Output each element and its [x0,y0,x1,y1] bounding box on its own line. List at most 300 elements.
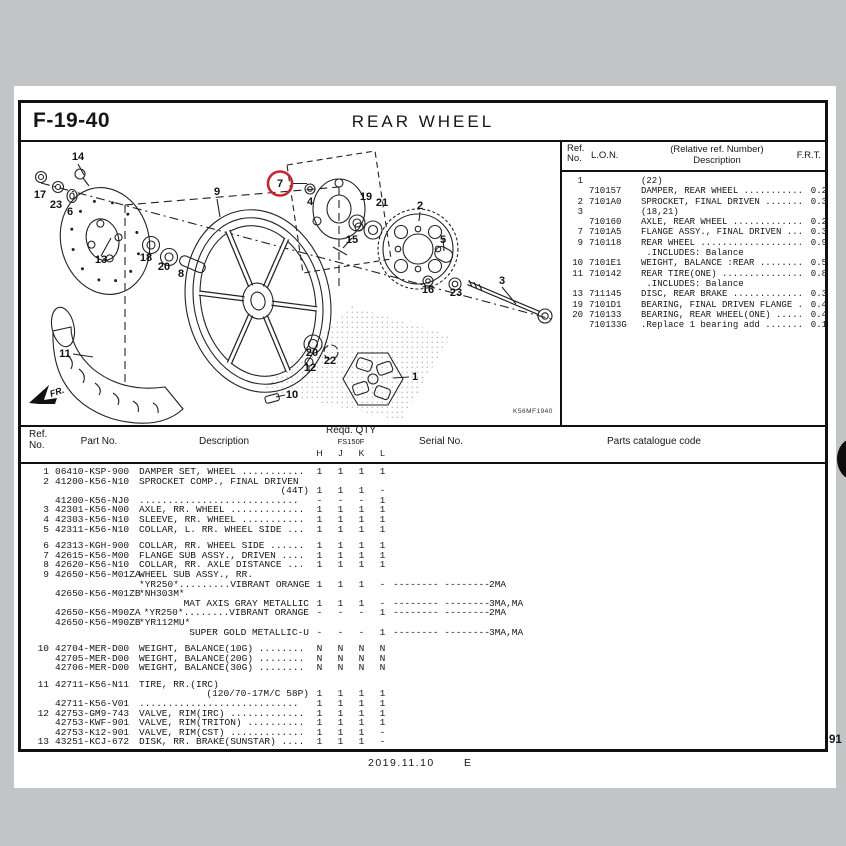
serial-cell [393,699,489,709]
qty-cell: 1 [337,466,344,477]
ref-no-cell [29,654,49,664]
ref-table-row [565,309,827,320]
diagram-callout: 11 [59,348,71,360]
parts-table-row [29,680,819,690]
catalogue-code-cell [489,515,819,525]
serial-cell [393,644,489,654]
ref-no-cell [29,580,49,590]
qty-cell: 1 [358,504,365,516]
page-code: F-19-40 [33,109,111,132]
diagram-callout: 14 [71,151,85,163]
diagram-callout: 2 [416,200,424,212]
page-title: REAR WHEEL [351,112,495,131]
ref-table-row [565,299,827,310]
page-number: 91 [829,734,842,746]
qty-cell: 1 [358,523,365,535]
ref-no-cell [29,618,49,628]
qty-cell: - [316,607,323,619]
catalogue-code-cell [489,551,819,561]
ref-no-cell: 19 [572,299,583,310]
serial-cell [393,551,489,561]
catalog-sheet [14,86,842,788]
parts-table-row [29,628,819,638]
qty-cell: 1 [316,698,323,710]
lon-cell: 710157 [589,186,622,197]
description-cell: *YR112MU* [139,616,191,628]
footer-edition: E [464,757,472,769]
part-no-cell: 42311-K56-N10 [55,523,130,535]
description-cell: DISK, RR. BRAKE(SUNSTAR) .... [139,736,305,748]
serial-cell [393,737,489,747]
catalogue-code-cell [489,663,819,673]
ref-no-cell [29,608,49,618]
qty-cell: 1 [337,523,344,535]
description-cell: ............................ [139,698,299,710]
part-no-cell: 41200-K56-N10 [55,475,130,487]
qty-cell: - [337,607,344,619]
qty-cell: 1 [358,688,365,700]
catalogue-code-cell: 2MA [489,607,507,619]
ref-no-cell: 3 [43,504,49,516]
catalogue-code-cell [489,496,819,506]
parts-table-header [29,425,819,462]
parts-col-model: FS150F [337,437,365,446]
qty-col-letter: J [338,448,343,458]
ref-no-cell: 7 [43,549,49,561]
fr-direction-arrow [29,385,65,404]
qty-cell: N [358,652,365,664]
qty-cell: 1 [337,698,344,710]
description-cell: COLLAR, RR. WHEEL SIDE ...... [139,540,305,552]
part-no-cell: 42704-MER-D00 [55,643,130,655]
description-cell: ............................ [139,494,299,506]
frt-cell: 0.9 [810,237,827,248]
frt-cell: 0.1 [810,320,827,331]
qty-cell: 1 [358,485,365,497]
serial-cell [393,680,489,690]
description-cell: WEIGHT, BALANCE(20G) ........ [139,652,305,664]
parts-col-cataloguecode: Parts catalogue code [607,436,701,447]
qty-cell: 1 [316,726,323,738]
qty-cell: 1 [337,726,344,738]
qty-cell: N [337,662,344,674]
serial-cell [393,728,489,738]
part-no-cell: 42753-GM9-743 [55,707,130,719]
description-cell: REAR WHEEL ................... [641,237,804,248]
part-no-cell: 42706-MER-D00 [55,662,130,674]
catalogue-code-cell [489,737,819,747]
qty-cell: 1 [316,559,323,571]
exploded-diagram [21,141,561,427]
description-cell: VALVE, RIM(TRITON) .......... [139,717,305,729]
qty-cell: - [316,626,323,638]
ref-table-row [565,196,827,207]
ref-table-row [565,227,827,238]
ref-no-cell [29,689,49,699]
qty-cell: 1 [337,549,344,561]
part-no-cell: 42753-KWF-901 [55,717,130,729]
qty-cell: N [316,643,323,655]
index-tab-marker [837,438,846,480]
serial-cell [393,496,489,506]
description-cell: SLEEVE, RR. WHEEL ........... [139,513,305,525]
parts-table-body [29,467,819,747]
description-cell: TIRE, RR.(IRC) [139,678,219,690]
ref-no-cell: 1 [577,176,583,186]
description-cell: BEARING, FINAL DRIVEN FLANGE . [641,299,804,310]
lon-cell: 710160 [589,217,622,228]
description-cell: MAT AXIS GRAY METALLIC [183,597,309,609]
qty-cell: 1 [379,523,386,535]
frt-cell: 0.8 [810,268,827,279]
part-no-cell: 42711-K56-N11 [55,678,130,690]
qty-cell: N [379,643,386,655]
qty-cell: 1 [358,513,365,525]
description-cell: *NH303M* [139,588,185,600]
description-cell: (18,21) [641,206,679,217]
frt-cell: 0.2 [810,186,827,197]
part-no-cell: 42620-K56-N10 [55,559,130,571]
qty-col-letter: H [316,448,323,458]
diagram-callout: 5 [439,234,447,246]
parts-header-underline [21,462,825,464]
qty-cell: 1 [337,578,344,590]
diagram-callout: 10 [285,389,299,401]
diagram-callout: 15 [345,234,359,246]
serial-cell [393,486,489,496]
frt-cell [803,176,827,186]
ref-table-row [565,279,823,289]
serial-cell [393,477,489,487]
qty-cell: 1 [337,688,344,700]
qty-cell: 1 [337,597,344,609]
serial-cell [393,515,489,525]
frt-cell: 0.3 [810,227,827,238]
description-cell: VALVE, RIM(IRC) ............. [139,707,305,719]
frt-cell [803,207,827,217]
page-header [21,103,825,140]
diagram-callout: 6 [66,206,74,218]
catalogue-code-cell: 3MA,MA [489,597,524,609]
qty-cell: - [316,494,323,506]
part-no-cell: 42711-K56-V01 [55,698,130,710]
catalogue-code-cell [489,718,819,728]
qty-cell: 1 [316,549,323,561]
ref-table-header [565,142,823,170]
qty-cell: 1 [337,485,344,497]
ref-table-row [565,186,827,197]
description-cell: SPROCKET COMP., FINAL DRIVEN [139,475,299,487]
description-cell: *YR250*.........VIBRANT ORANGE [139,578,311,590]
qty-cell: 1 [379,540,386,552]
catalogue-code-cell [489,709,819,719]
qty-cell: 1 [316,717,323,729]
catalogue-code-cell [489,699,819,709]
lon-cell: 7101A0 [589,196,622,207]
diagram-callout: 23 [449,287,463,299]
qty-cell: 1 [358,578,365,590]
qty-cell: N [337,643,344,655]
part-no-cell: 42705-MER-D00 [55,652,130,664]
description-cell: .INCLUDES: Balance [641,278,744,289]
ref-header-underline [560,170,825,172]
description-cell: WEIGHT, BALANCE :REAR ........ [641,258,804,269]
part-no-cell: 42650-K56-M01ZB [55,588,141,600]
catalogue-code-cell: 3MA,MA [489,626,524,638]
description-cell: REAR TIRE(ONE) ............... [641,268,804,279]
description-cell: DISC, REAR BRAKE ............. [641,289,804,300]
ref-table-row [565,320,827,331]
qty-subcolumns [309,448,393,458]
catalogue-code-cell [489,525,819,535]
description-cell: WEIGHT, BALANCE(10G) ........ [139,643,305,655]
ref-no-cell: 20 [572,309,583,320]
ref-no-cell: 9 [577,237,583,248]
ref-no-cell: 4 [43,513,49,525]
catalogue-code-cell [489,467,819,477]
serial-cell: -------- -------- [393,578,490,590]
qty-cell: 1 [379,707,386,719]
part-no-cell: 42650-K56-M90ZB [55,616,141,628]
description-cell: DAMPER SET, WHEEL ........... [139,466,305,477]
part-no-cell: 41200-K56-NJ0 [55,494,130,506]
qty-cell: 1 [316,688,323,700]
ref-table-divider [560,140,562,425]
part-no-cell: 42303-K56-N10 [55,513,130,525]
description-cell: COLLAR, RR. AXLE DISTANCE ... [139,559,305,571]
qty-cell: 1 [358,707,365,719]
ref-table-row [565,258,827,269]
qty-cell: 1 [379,466,386,477]
diagram-callout: 8 [177,268,185,280]
diagram-callout: 1 [411,371,419,383]
ref-col-frt: F.R.T. [796,150,821,161]
parts-col-serial: Serial No. [419,436,463,447]
serial-cell [393,709,489,719]
qty-cell: 1 [379,698,386,710]
description-cell: WEIGHT, BALANCE(30G) ........ [139,662,305,674]
lon-cell [583,279,641,289]
ref-no-cell: 11 [37,678,49,690]
qty-cell: 1 [316,513,323,525]
qty-cell: 1 [379,717,386,729]
part-no-cell [55,628,139,638]
serial-cell [393,505,489,515]
frt-cell [803,279,827,289]
diagram-callout: 7 [276,178,284,190]
diagram-callout: 19 [359,191,373,203]
qty-cell: 1 [316,523,323,535]
lon-cell: 710142 [589,268,622,279]
brake-disc [49,177,162,304]
serial-cell [393,467,489,477]
catalogue-code-cell [489,618,819,628]
parts-table-row [29,525,819,535]
description-cell: (22) [641,176,663,186]
frt-cell: 0.4 [810,309,827,320]
ref-no-cell: 13 [37,736,49,748]
qty-cell: 1 [379,494,386,506]
qty-cell: N [316,652,323,664]
qty-cell: - [379,578,386,590]
catalogue-code-cell [489,689,819,699]
catalogue-code-cell [489,644,819,654]
qty-cell: - [358,626,365,638]
lon-cell: 710118 [589,237,622,248]
description-cell: WHEEL SUB ASSY., RR. [139,568,254,580]
description-cell: FLANGE SUB ASSY., DRIVEN .... [139,549,305,561]
ref-no-cell [29,486,49,496]
diagram-callout: 20 [305,347,319,359]
description-cell: SPROCKET, FINAL DRIVEN ....... [641,196,804,207]
description-cell: SUPER GOLD METALLIC-U [189,626,309,638]
sprocket [378,209,461,290]
ref-no-cell: 11 [572,268,583,279]
qty-cell: N [379,652,386,664]
page-frame [18,100,828,752]
qty-cell: N [379,662,386,674]
qty-cell: 1 [337,513,344,525]
ref-no-cell [565,279,583,289]
qty-cell: 1 [379,559,386,571]
catalogue-code-cell [489,560,819,570]
part-no-cell: 42313-KGH-900 [55,540,130,552]
description-cell: .Replace 1 bearing add ....... [641,320,804,331]
serial-cell [393,525,489,535]
ref-no-cell: 5 [43,523,49,535]
diagram-callout: 13 [94,254,108,266]
ref-no-cell: 3 [577,206,583,217]
qty-cell: 1 [337,504,344,516]
ref-no-cell [565,248,583,258]
ref-table-row [565,268,827,279]
qty-cell: 1 [358,549,365,561]
qty-cell: 1 [379,549,386,561]
qty-cell: - [379,726,386,738]
description-cell: COLLAR, L. RR. WHEEL SIDE ... [139,523,305,535]
catalogue-code-cell [489,680,819,690]
diagram-callout: 9 [213,186,221,198]
qty-cell: 1 [358,736,365,748]
ref-no-cell [565,217,583,227]
ref-table-row [565,217,827,228]
frt-cell: 0.3 [810,196,827,207]
frt-cell: 0.2 [810,217,827,228]
ref-table-body [565,176,827,331]
diagram-callout: 20 [157,261,171,273]
catalogue-code-cell [489,589,819,599]
diagram-callout: 21 [375,197,389,209]
ref-no-cell: 10 [572,258,583,269]
diagram-callout: 22 [323,355,337,367]
ref-no-cell: 7 [577,227,583,238]
serial-cell [393,654,489,664]
qty-cell: 1 [316,736,323,748]
qty-cell: - [379,597,386,609]
qty-cell: N [316,662,323,674]
description-cell: .INCLUDES: Balance [641,248,744,259]
qty-cell: - [337,494,344,506]
ref-table-row [565,289,827,300]
diagram-callout: 3 [498,275,506,287]
ref-no-cell [565,186,583,196]
ref-table-row [565,207,823,217]
qty-cell: - [337,626,344,638]
ref-no-cell [29,628,49,638]
qty-cell: - [358,607,365,619]
circled-callout-layer [268,172,307,196]
lon-cell: 710133 [589,309,622,320]
footer-date: 2019.11.10 [368,757,435,769]
catalogue-code-cell [489,486,819,496]
ref-no-cell: 2 [577,196,583,207]
parts-col-partno: Part No. [80,436,118,447]
qty-cell: 1 [358,717,365,729]
qty-cell: 1 [316,707,323,719]
ref-no-cell [29,599,49,609]
part-no-cell: 42615-K56-M00 [55,549,130,561]
diagram-callout: 16 [421,284,435,296]
ref-table-row [565,237,827,248]
lon-cell: 7101A5 [589,227,622,238]
ref-no-cell: 8 [43,559,49,571]
qty-cell: 1 [379,513,386,525]
frt-cell [803,248,827,258]
qty-cell: 1 [316,485,323,497]
serial-cell: -------- -------- [393,607,490,619]
parts-col-refno: Ref. No. [29,429,48,451]
part-no-cell: 42301-K56-N00 [55,504,130,516]
frt-cell: 0.3 [810,289,827,300]
qty-col-letter: K [358,448,365,458]
ref-no-cell [565,320,583,330]
qty-cell: - [379,736,386,748]
qty-cell: 1 [316,578,323,590]
serial-cell [393,718,489,728]
part-no-cell: 42650-K56-M90ZA [55,607,141,619]
ref-no-cell: 9 [43,568,49,580]
part-no-cell: 42753-K12-901 [55,726,130,738]
ref-table-row [565,176,823,186]
qty-cell: 1 [337,707,344,719]
ref-no-cell: 12 [37,707,49,719]
qty-col-letter: L [380,448,385,458]
parts-table-row [29,663,819,673]
stipple-texture [261,306,451,421]
qty-cell: - [379,485,386,497]
diagram-callout: 12 [303,362,317,374]
drawing-code: K56MF1940 [513,408,553,415]
description-cell: AXLE, RR. WHEEL ............. [139,504,305,516]
lon-cell [583,248,641,258]
parts-col-qty: Reqd. QTY [325,425,377,436]
serial-cell [393,689,489,699]
qty-cell: 1 [358,540,365,552]
serial-cell [393,663,489,673]
qty-cell: 1 [358,559,365,571]
qty-cell: N [358,643,365,655]
lon-cell: 7101E1 [589,258,622,269]
catalogue-code-cell [489,505,819,515]
part-no-cell: 06410-KSP-900 [55,466,130,477]
ref-no-cell [29,589,49,599]
diagram-callout: 18 [139,252,153,264]
catalogue-code-cell [489,477,819,487]
qty-cell: 1 [379,504,386,516]
catalogue-code-cell [489,570,819,580]
serial-cell [393,560,489,570]
parts-col-description: Description [198,436,250,447]
